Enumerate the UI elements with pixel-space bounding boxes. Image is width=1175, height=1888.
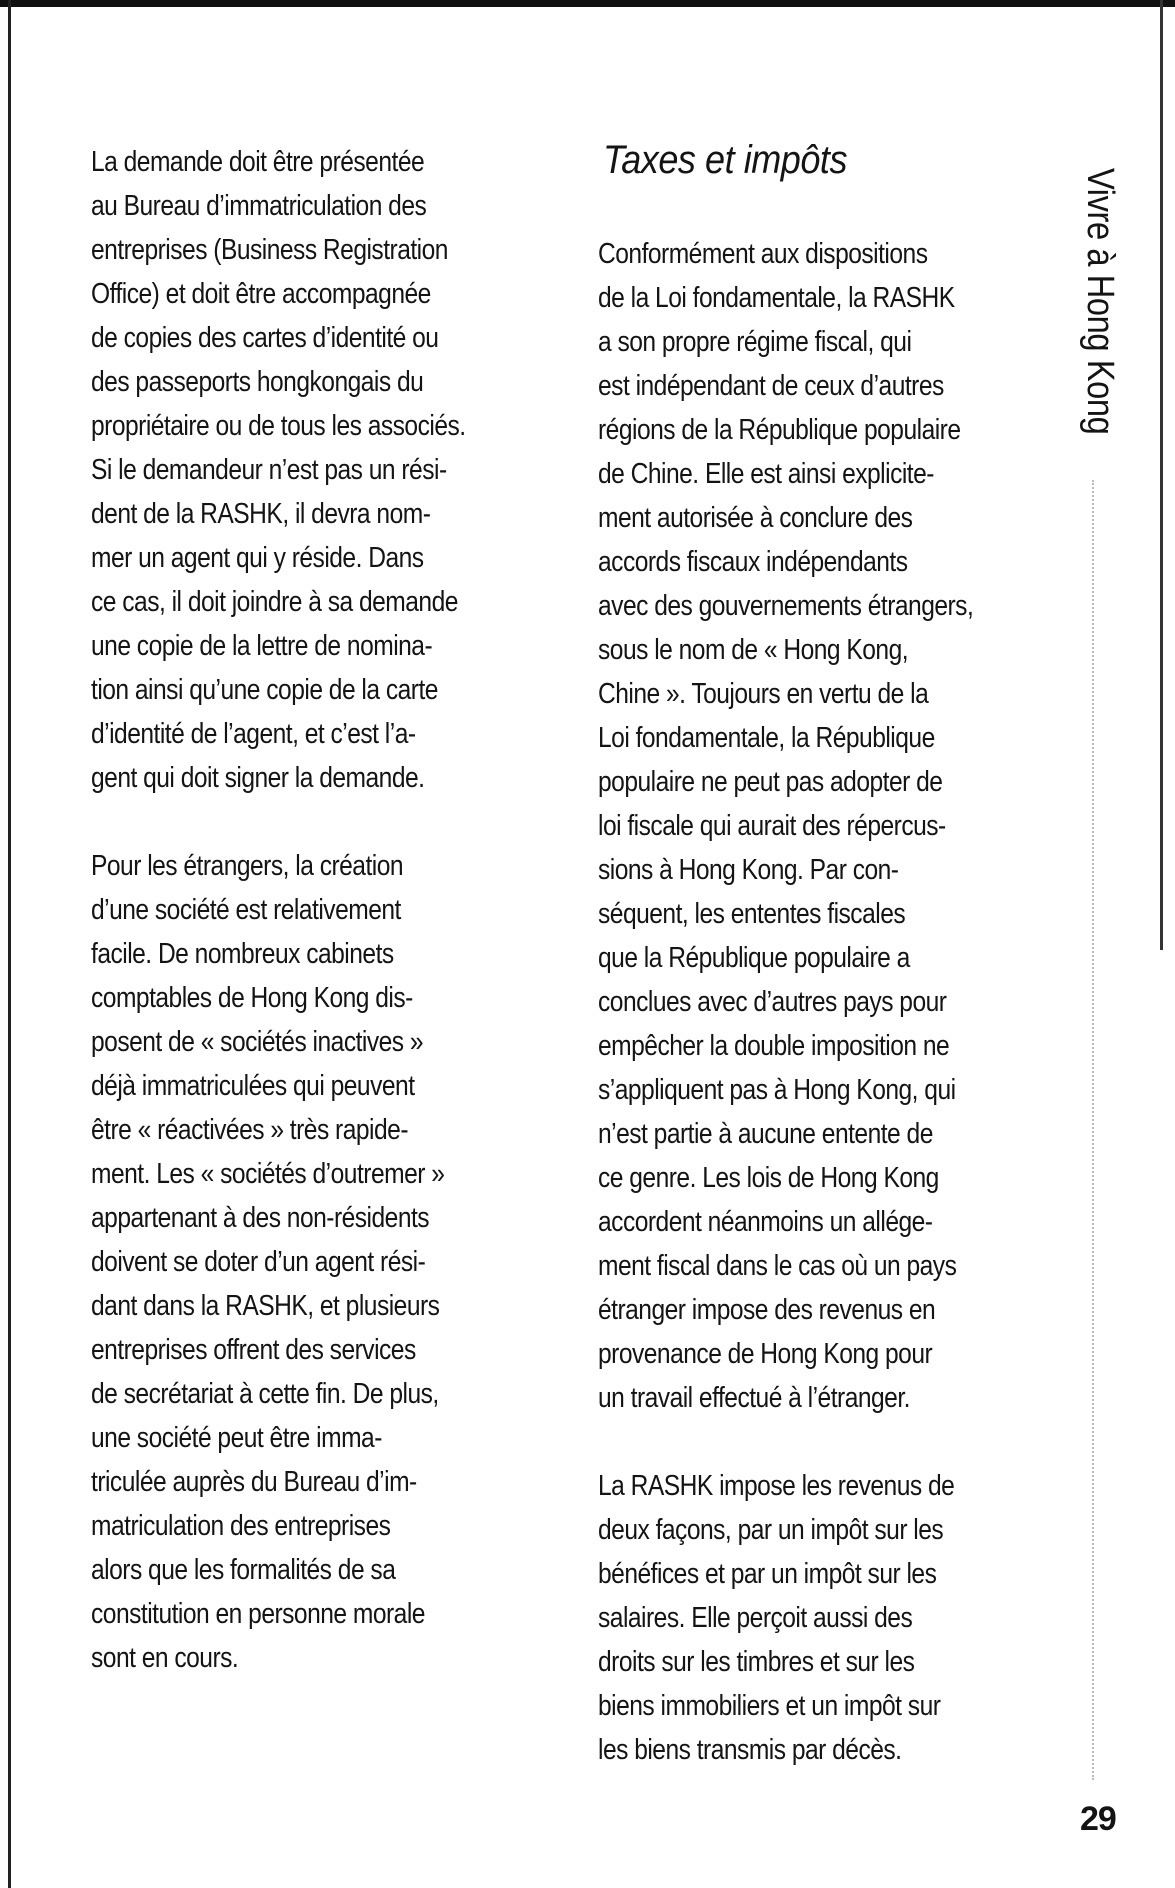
text-line: Loi fondamentale, la République bbox=[598, 722, 935, 754]
text-line: de la Loi fondamentale, la RASHK bbox=[598, 282, 955, 314]
text-line: déjà immatriculées qui peuvent bbox=[91, 1070, 415, 1102]
text-line: avec des gouvernements étrangers, bbox=[598, 590, 974, 622]
text-line: Office) et doit être accompagnée bbox=[91, 278, 431, 310]
text-line: Conformément aux dispositions bbox=[598, 238, 928, 270]
text-line: Si le demandeur n’est pas un rési- bbox=[91, 454, 447, 486]
text-line: ce genre. Les lois de Hong Kong bbox=[598, 1162, 939, 1194]
text-line: une copie de la lettre de nomina- bbox=[91, 630, 433, 662]
text-line: doivent se doter d’un agent rési- bbox=[91, 1246, 426, 1278]
text-line: Pour les étrangers, la création bbox=[91, 850, 404, 882]
top-border-rule bbox=[0, 0, 1175, 7]
paragraph-company-creation bbox=[91, 844, 538, 1680]
text-line: a son propre régime fiscal, qui bbox=[598, 326, 912, 358]
page-number: 29 bbox=[1080, 1800, 1116, 1838]
text-line: biens immobiliers et un impôt sur bbox=[598, 1690, 941, 1722]
text-line: deux façons, par un impôt sur les bbox=[598, 1514, 944, 1546]
text-line: que la République populaire a bbox=[598, 942, 910, 974]
text-line: appartenant à des non-résidents bbox=[91, 1202, 430, 1234]
text-line: ment. Les « sociétés d’outremer » bbox=[91, 1158, 445, 1190]
text-line: facile. De nombreux cabinets bbox=[91, 938, 394, 970]
text-line: conclues avec d’autres pays pour bbox=[598, 986, 947, 1018]
text-line: alors que les formalités de sa bbox=[91, 1554, 396, 1586]
text-line: posent de « sociétés inactives » bbox=[91, 1026, 424, 1058]
left-text-column bbox=[91, 140, 538, 1680]
text-line: sous le nom de « Hong Kong, bbox=[598, 634, 909, 666]
text-line: être « réactivées » très rapide- bbox=[91, 1114, 408, 1146]
text-line: de copies des cartes d’identité ou bbox=[91, 322, 439, 354]
text-line: matriculation des entreprises bbox=[91, 1510, 391, 1542]
text-line: régions de la République populaire bbox=[598, 414, 961, 446]
text-line: Chine ». Toujours en vertu de la bbox=[598, 678, 929, 710]
text-line: des passeports hongkongais du bbox=[91, 366, 424, 398]
running-head: Vivre à Hong Kong bbox=[1079, 168, 1121, 435]
text-line: droits sur les timbres et sur les bbox=[598, 1646, 915, 1678]
text-line: séquent, les ententes fiscales bbox=[598, 898, 906, 930]
text-line: propriétaire ou de tous les associés. bbox=[91, 410, 466, 442]
text-line: sont en cours. bbox=[91, 1642, 239, 1674]
text-line: ce cas, il doit joindre à sa demande bbox=[91, 586, 458, 618]
text-line: s’appliquent pas à Hong Kong, qui bbox=[598, 1074, 956, 1106]
text-line: triculée auprès du Bureau d’im- bbox=[91, 1466, 417, 1498]
paragraph-fiscal-regime bbox=[598, 232, 1045, 1420]
text-line: gent qui doit signer la demande. bbox=[91, 762, 425, 794]
text-line: les biens transmis par décès. bbox=[598, 1734, 902, 1766]
text-line: accords fiscaux indépendants bbox=[598, 546, 908, 578]
text-line: une société peut être imma- bbox=[91, 1422, 382, 1454]
text-line: dent de la RASHK, il devra nom- bbox=[91, 498, 431, 530]
text-line: salaires. Elle perçoit aussi des bbox=[598, 1602, 913, 1634]
text-line: ment autorisée à conclure des bbox=[598, 502, 913, 534]
text-line: tion ainsi qu’une copie de la carte bbox=[91, 674, 438, 706]
text-line: loi fiscale qui aurait des répercus- bbox=[598, 810, 946, 842]
text-line: étranger impose des revenus en bbox=[598, 1294, 936, 1326]
text-line: un travail effectué à l’étranger. bbox=[598, 1382, 910, 1414]
text-line: provenance de Hong Kong pour bbox=[598, 1338, 933, 1370]
text-line: bénéfices et par un impôt sur les bbox=[598, 1558, 937, 1590]
text-line: accordent néanmoins un allége- bbox=[598, 1206, 933, 1238]
text-line: populaire ne peut pas adopter de bbox=[598, 766, 943, 798]
text-line: de Chine. Elle est ainsi explicite- bbox=[598, 458, 934, 490]
paragraph-taxation-methods bbox=[598, 1464, 1045, 1772]
right-border-rule bbox=[1160, 0, 1163, 950]
right-text-column bbox=[598, 232, 1045, 1772]
paragraph-business-registration bbox=[91, 140, 538, 800]
text-line: mer un agent qui y réside. Dans bbox=[91, 542, 424, 574]
text-line: entreprises offrent des services bbox=[91, 1334, 416, 1366]
text-line: comptables de Hong Kong dis- bbox=[91, 982, 413, 1014]
text-line: de secrétariat à cette fin. De plus, bbox=[91, 1378, 439, 1410]
section-title: Taxes et impôts bbox=[603, 138, 848, 182]
text-line: La RASHK impose les revenus de bbox=[598, 1470, 955, 1502]
text-line: d’identité de l’agent, et c’est l’a- bbox=[91, 718, 416, 750]
text-line: n’est partie à aucune entente de bbox=[598, 1118, 933, 1150]
text-line: ment fiscal dans le cas où un pays bbox=[598, 1250, 957, 1282]
text-line bbox=[91, 228, 538, 272]
text-fragment: entreprises (Business Registration bbox=[91, 234, 448, 266]
text-line: au Bureau d’immatriculation des bbox=[91, 190, 427, 222]
margin-dotted-guide bbox=[1092, 480, 1094, 1780]
text-line: constitution en personne morale bbox=[91, 1598, 425, 1630]
text-line: empêcher la double imposition ne bbox=[598, 1030, 950, 1062]
text-line: d’une société est relativement bbox=[91, 894, 401, 926]
text-line: dant dans la RASHK, et plusieurs bbox=[91, 1290, 440, 1322]
text-line: La demande doit être présentée bbox=[91, 146, 425, 178]
left-border-rule bbox=[8, 0, 11, 1888]
text-line: sions à Hong Kong. Par con- bbox=[598, 854, 899, 886]
text-line: est indépendant de ceux d’autres bbox=[598, 370, 944, 402]
